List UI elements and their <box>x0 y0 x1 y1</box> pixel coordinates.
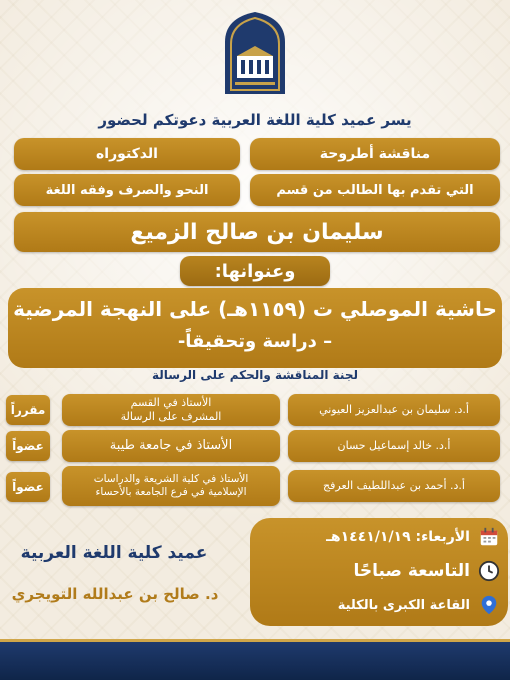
thesis-type-pill <box>250 138 500 170</box>
degree-pill <box>14 138 240 170</box>
department-label: النحو والصرف وفقه اللغة <box>45 182 209 198</box>
calendar-icon <box>478 526 500 548</box>
committee-member-position: الأستاذ في كلية الشريعة والدراسات الإسلامية في فرع الجامعة بالأحساء <box>62 466 280 506</box>
committee-member-role: عضواً <box>6 431 50 461</box>
invitation-text: يسر عميد كلية اللغة العربية دعوتكم لحضور <box>98 111 412 129</box>
committee-member-role: عضواً <box>6 472 50 502</box>
committee-member-name: أ.د. أحمد بن عبداللطيف العرفج <box>288 470 500 502</box>
event-date: الأربعاء: ١٤٤١/١/١٩هـ <box>326 529 470 545</box>
department-intro-label: التي تقدم بها الطالب من قسم <box>276 182 474 198</box>
clock-icon <box>478 560 500 582</box>
thesis-type-label: مناقشة أطروحة <box>319 146 431 162</box>
committee-title: لجنة المناقشة والحكم على الرسالة <box>152 368 358 382</box>
title-label-pill <box>180 256 330 286</box>
student-name: سليمان بن صالح الزميع <box>130 219 384 245</box>
department-pill <box>14 174 240 206</box>
thesis-title-box <box>8 288 502 368</box>
student-name-pill <box>14 212 500 252</box>
title-label: وعنوانها: <box>214 260 296 282</box>
committee-member-name: أ.د. سليمان بن عبدالعزيز العيوني <box>288 394 500 426</box>
event-time: التاسعة صباحًا <box>353 561 470 581</box>
committee-member-role: مقرراً <box>6 395 50 425</box>
committee-member-position: الأستاذ في القسم المشرف على الرسالة <box>62 394 280 426</box>
thesis-title-line1: حاشية الموصلي ت (١١٥٩هـ) على النهجة المرضية <box>13 297 497 321</box>
committee-member-name: أ.د. خالد إسماعيل حسان <box>288 430 500 462</box>
committee-member-position: الأستاذ في جامعة طيبة <box>62 430 280 462</box>
location-pin-icon <box>478 594 500 616</box>
dean-name: د. صالح بن عبدالله التويجري <box>11 585 219 603</box>
thesis-title-line2: – دراسة وتحقيقاً- <box>177 331 333 352</box>
university-logo-icon <box>215 8 295 96</box>
footer-band <box>0 642 510 680</box>
event-place: القاعة الكبرى بالكلية <box>337 597 470 613</box>
dean-title: عميد كلية اللغة العربية <box>20 543 208 563</box>
event-info-box <box>250 518 508 626</box>
department-intro-pill <box>250 174 500 206</box>
degree-label: الدكتوراه <box>96 146 158 162</box>
